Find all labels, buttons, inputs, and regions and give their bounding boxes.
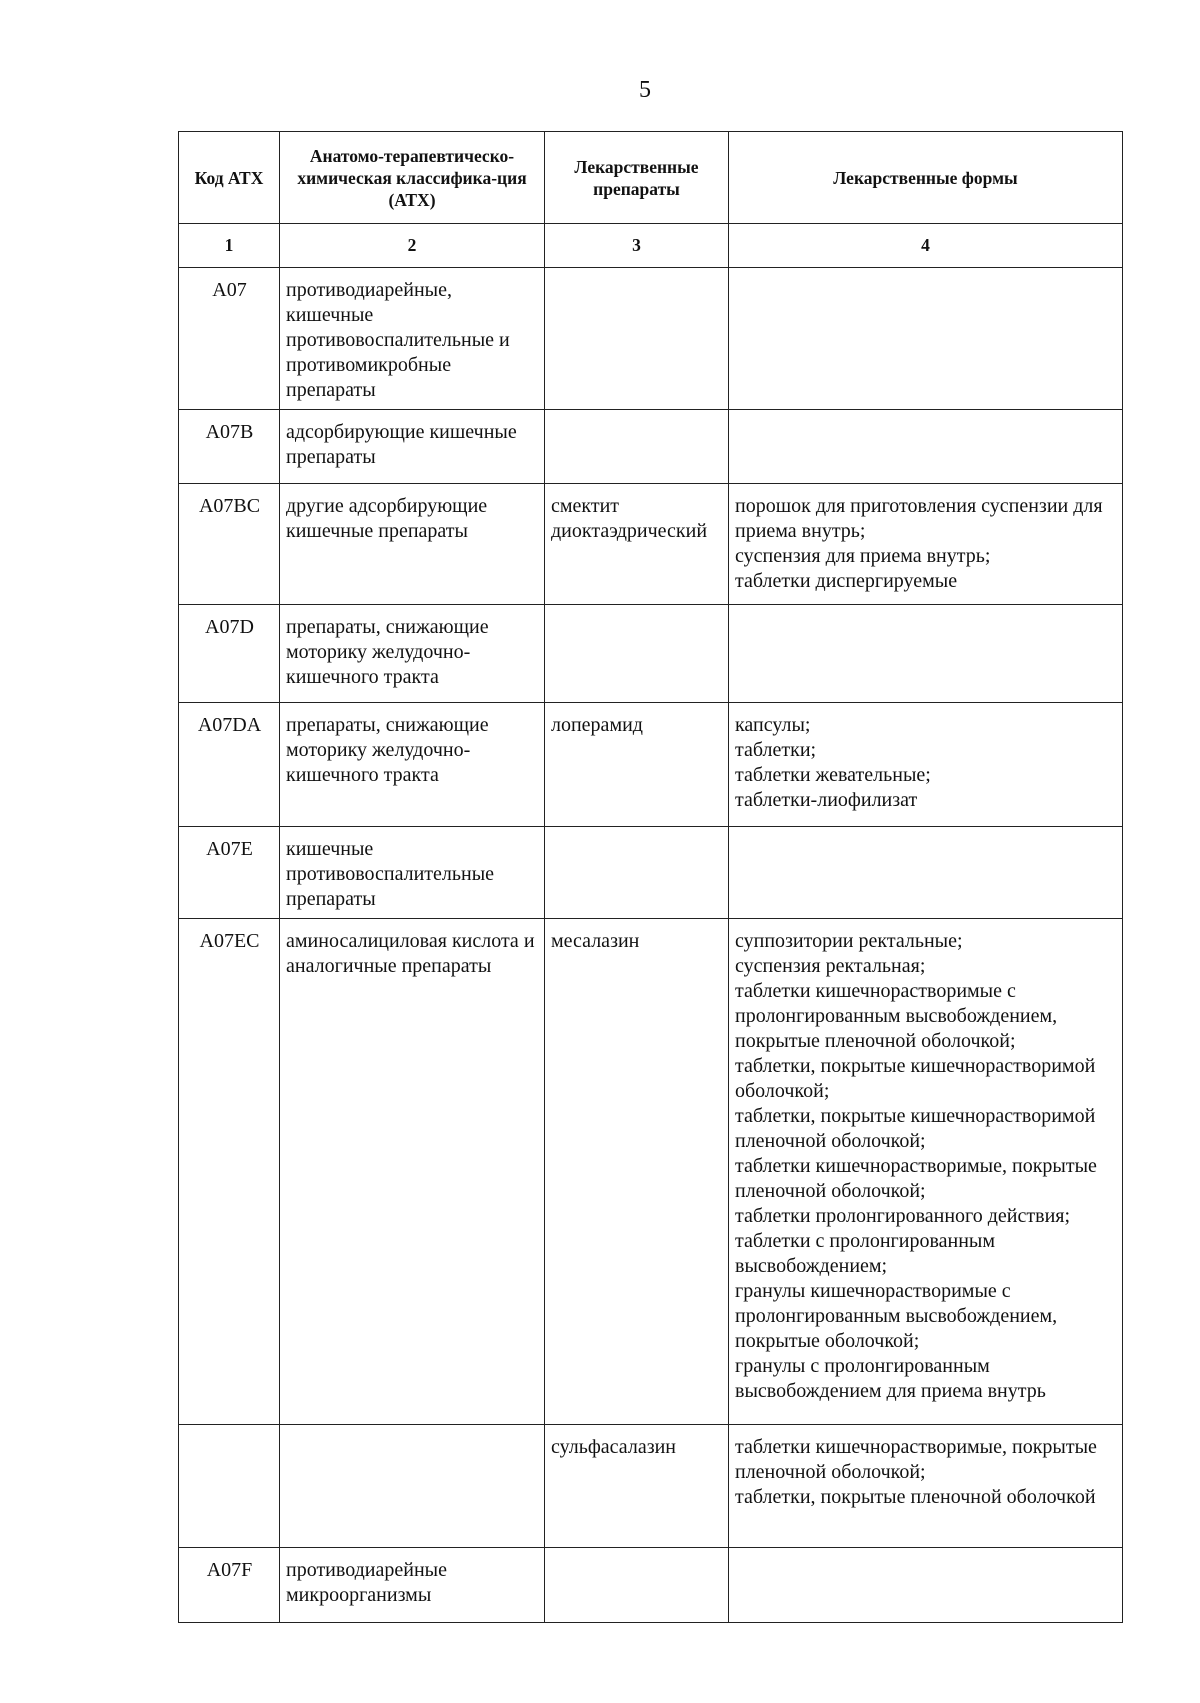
dosage-form: таблетки жевательные; [735,764,931,786]
dosage-form: таблетки кишечнорастворимые, покрытые пленочной оболочкой; [735,1155,1097,1202]
table-row [179,1425,1123,1548]
table-header-row [179,132,1123,224]
atx-code-cell: A07EC [179,919,280,1425]
column-number: 2 [280,224,545,268]
dosage-form: суппозитории ректальные; [735,930,963,952]
dosage-form: таблетки; [735,739,817,761]
classification-cell: аминосалициловая кислота и аналогичные препараты [280,919,545,1425]
forms-cell [729,484,1123,605]
column-number: 4 [729,224,1123,268]
atx-code-cell: A07BC [179,484,280,605]
header-code: Код АТХ [179,132,280,224]
atx-code-cell: A07 [179,268,280,410]
dosage-form: таблетки, покрытые кишечнорастворимой оболочкой; [735,1055,1096,1102]
drug-cell: лоперамид [545,703,729,827]
dosage-form: таблетки диспергируемые [735,570,958,592]
classification-cell: противодиарейные, кишечные противовоспалительные и противомикробные препараты [280,268,545,410]
atx-code-cell: A07B [179,410,280,484]
classification-cell: другие адсорбирующие кишечные препараты [280,484,545,605]
forms-cell [729,703,1123,827]
atx-code-cell: A07D [179,605,280,703]
classification-cell: препараты, снижающие моторику желудочно-кишечного тракта [280,703,545,827]
forms-cell [729,1425,1123,1548]
table-row [179,484,1123,605]
table-row [179,268,1123,410]
dosage-form: суспензия для приема внутрь; [735,545,991,567]
column-number-row [179,224,1123,268]
classification-cell: препараты, снижающие моторику желудочно-кишечного тракта [280,605,545,703]
column-number: 1 [179,224,280,268]
dosage-form: таблетки, покрытые кишечнорастворимой пленочной оболочкой; [735,1105,1096,1152]
drug-cell [545,410,729,484]
header-classification: Анатомо-терапевтическо-химическая классифика-ция (АТХ) [280,132,545,224]
header-forms: Лекарственные формы [729,132,1123,224]
classification-cell: кишечные противовоспалительные препараты [280,827,545,919]
atx-code-cell: A07DA [179,703,280,827]
dosage-form: таблетки-лиофилизат [735,789,918,811]
drug-cell [545,605,729,703]
dosage-form: таблетки кишечнорастворимые с пролонгированным высвобождением, покрытые пленочной оболочкой; [735,980,1058,1052]
drug-cell [545,1548,729,1623]
table-row [179,827,1123,919]
forms-cell [729,268,1123,410]
forms-cell [729,827,1123,919]
page-number: 5 [639,77,651,103]
drug-cell: сульфасалазин [545,1425,729,1548]
drug-cell [545,268,729,410]
dosage-form: порошок для приготовления суспензии для приема внутрь; [735,495,1103,542]
dosage-form: таблетки, покрытые пленочной оболочкой [735,1486,1096,1508]
table-row [179,410,1123,484]
header-drug: Лекарственные препараты [545,132,729,224]
dosage-form: таблетки пролонгированного действия; [735,1205,1071,1227]
dosage-form: капсулы; [735,714,811,736]
atx-code-cell: A07E [179,827,280,919]
table-row [179,703,1123,827]
classification-cell: противодиарейные микроорганизмы [280,1548,545,1623]
table-row [179,1548,1123,1623]
drug-cell: месалазин [545,919,729,1425]
classification-cell: адсорбирующие кишечные препараты [280,410,545,484]
drug-cell [545,827,729,919]
atx-code-cell [179,1425,280,1548]
table-row [179,605,1123,703]
forms-cell [729,605,1123,703]
dosage-form: гранулы с пролонгированным высвобождением для приема внутрь [735,1355,1046,1402]
forms-cell [729,919,1123,1425]
dosage-form: суспензия ректальная; [735,955,926,977]
drug-cell: смектит диоктаэдрический [545,484,729,605]
forms-cell [729,410,1123,484]
dosage-form: гранулы кишечнорастворимые с пролонгированным высвобождением, покрытые оболочкой; [735,1280,1058,1352]
table-row [179,919,1123,1425]
classification-cell [280,1425,545,1548]
column-number: 3 [545,224,729,268]
atx-code-cell: A07F [179,1548,280,1623]
atx-table [178,131,1123,1623]
forms-cell [729,1548,1123,1623]
dosage-form: таблетки с пролонгированным высвобождением; [735,1230,996,1277]
dosage-form: таблетки кишечнорастворимые, покрытые пленочной оболочкой; [735,1436,1097,1483]
